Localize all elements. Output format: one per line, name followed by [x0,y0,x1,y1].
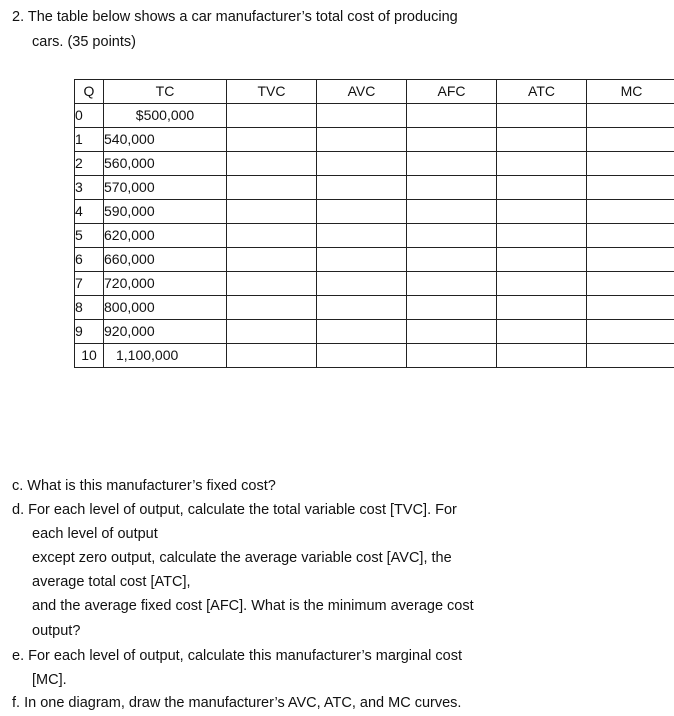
table-row [75,320,674,344]
question-d-line3: except zero output, calculate the average variable cost [AVC], the [32,550,452,566]
afc-cell[interactable] [407,248,497,272]
q-cell: 9 [75,320,104,344]
tc-cell: 590,000 [104,200,227,224]
table-row [75,200,674,224]
q-cell: 6 [75,248,104,272]
tc-cell: 570,000 [104,176,227,200]
q-cell: 4 [75,200,104,224]
tvc-cell[interactable] [227,224,317,248]
header-q: Q [75,80,104,104]
mc-cell[interactable] [587,344,674,368]
q-cell: 5 [75,224,104,248]
tvc-cell[interactable] [227,296,317,320]
atc-cell[interactable] [497,224,587,248]
afc-cell[interactable] [407,272,497,296]
header-avc: AVC [317,80,407,104]
question-d-line5: and the average fixed cost [AFC]. What is the minimum average cost [32,598,474,614]
mc-cell[interactable] [587,152,674,176]
afc-cell[interactable] [407,200,497,224]
mc-cell[interactable] [587,272,674,296]
table-row [75,128,674,152]
table-header-row [75,80,674,104]
afc-cell[interactable] [407,296,497,320]
afc-cell[interactable] [407,224,497,248]
avc-cell[interactable] [317,320,407,344]
atc-cell[interactable] [497,104,587,128]
tvc-cell[interactable] [227,152,317,176]
header-tvc: TVC [227,80,317,104]
table-row [75,224,674,248]
question-e-line2: [MC]. [32,672,67,688]
avc-cell[interactable] [317,104,407,128]
header-tc: TC [104,80,227,104]
q-cell: 10 [75,344,104,368]
atc-cell[interactable] [497,296,587,320]
afc-cell[interactable] [407,176,497,200]
tvc-cell[interactable] [227,320,317,344]
tc-cell: 800,000 [104,296,227,320]
avc-cell[interactable] [317,272,407,296]
avc-cell[interactable] [317,296,407,320]
tvc-cell[interactable] [227,104,317,128]
question-d-line2: each level of output [32,526,158,542]
q-cell: 1 [75,128,104,152]
avc-cell[interactable] [317,128,407,152]
question-c: c. What is this manufacturer’s fixed cost? [12,478,276,494]
atc-cell[interactable] [497,128,587,152]
atc-cell[interactable] [497,320,587,344]
tc-cell: 660,000 [104,248,227,272]
mc-cell[interactable] [587,176,674,200]
atc-cell[interactable] [497,248,587,272]
q-cell: 2 [75,152,104,176]
tc-cell: 720,000 [104,272,227,296]
mc-cell[interactable] [587,128,674,152]
mc-cell[interactable] [587,224,674,248]
question-d-line1: d. For each level of output, calculate the total variable cost [TVC]. For [12,502,457,518]
avc-cell[interactable] [317,224,407,248]
afc-cell[interactable] [407,320,497,344]
question-d-line6: output? [32,623,81,639]
tvc-cell[interactable] [227,200,317,224]
mc-cell[interactable] [587,320,674,344]
table-row [75,296,674,320]
atc-cell[interactable] [497,272,587,296]
problem-title: 2. The table below shows a car manufacturer’s total cost of producing [12,9,458,25]
atc-cell[interactable] [497,152,587,176]
q-cell: 3 [75,176,104,200]
problem-points: cars. (35 points) [32,34,136,50]
afc-cell[interactable] [407,104,497,128]
avc-cell[interactable] [317,176,407,200]
tc-cell: 540,000 [104,128,227,152]
afc-cell[interactable] [407,344,497,368]
header-afc: AFC [407,80,497,104]
q-cell: 0 [75,104,104,128]
tc-cell: 620,000 [104,224,227,248]
tvc-cell[interactable] [227,344,317,368]
cost-table [74,79,674,368]
mc-cell[interactable] [587,296,674,320]
header-mc: MC [587,80,674,104]
q-cell: 8 [75,296,104,320]
tc-cell: $500,000 [104,104,227,128]
tc-cell: 560,000 [104,152,227,176]
table-row [75,344,674,368]
avc-cell[interactable] [317,344,407,368]
tvc-cell[interactable] [227,272,317,296]
atc-cell[interactable] [497,344,587,368]
header-atc: ATC [497,80,587,104]
mc-cell[interactable] [587,104,674,128]
table-row [75,104,674,128]
avc-cell[interactable] [317,152,407,176]
mc-cell[interactable] [587,248,674,272]
atc-cell[interactable] [497,200,587,224]
question-d-line4: average total cost [ATC], [32,574,191,590]
table-row [75,176,674,200]
question-f: f. In one diagram, draw the manufacturer’s AVC, ATC, and MC curves. [12,695,462,711]
avc-cell[interactable] [317,248,407,272]
tvc-cell[interactable] [227,176,317,200]
afc-cell[interactable] [407,128,497,152]
table-row [75,272,674,296]
tvc-cell[interactable] [227,128,317,152]
table-row [75,248,674,272]
table-row [75,152,674,176]
atc-cell[interactable] [497,176,587,200]
question-e-line1: e. For each level of output, calculate this manufacturer’s marginal cost [12,648,462,664]
afc-cell[interactable] [407,152,497,176]
mc-cell[interactable] [587,200,674,224]
tvc-cell[interactable] [227,248,317,272]
q-cell: 7 [75,272,104,296]
tc-cell: 920,000 [104,320,227,344]
tc-cell: 1,100,000 [104,344,227,368]
avc-cell[interactable] [317,200,407,224]
